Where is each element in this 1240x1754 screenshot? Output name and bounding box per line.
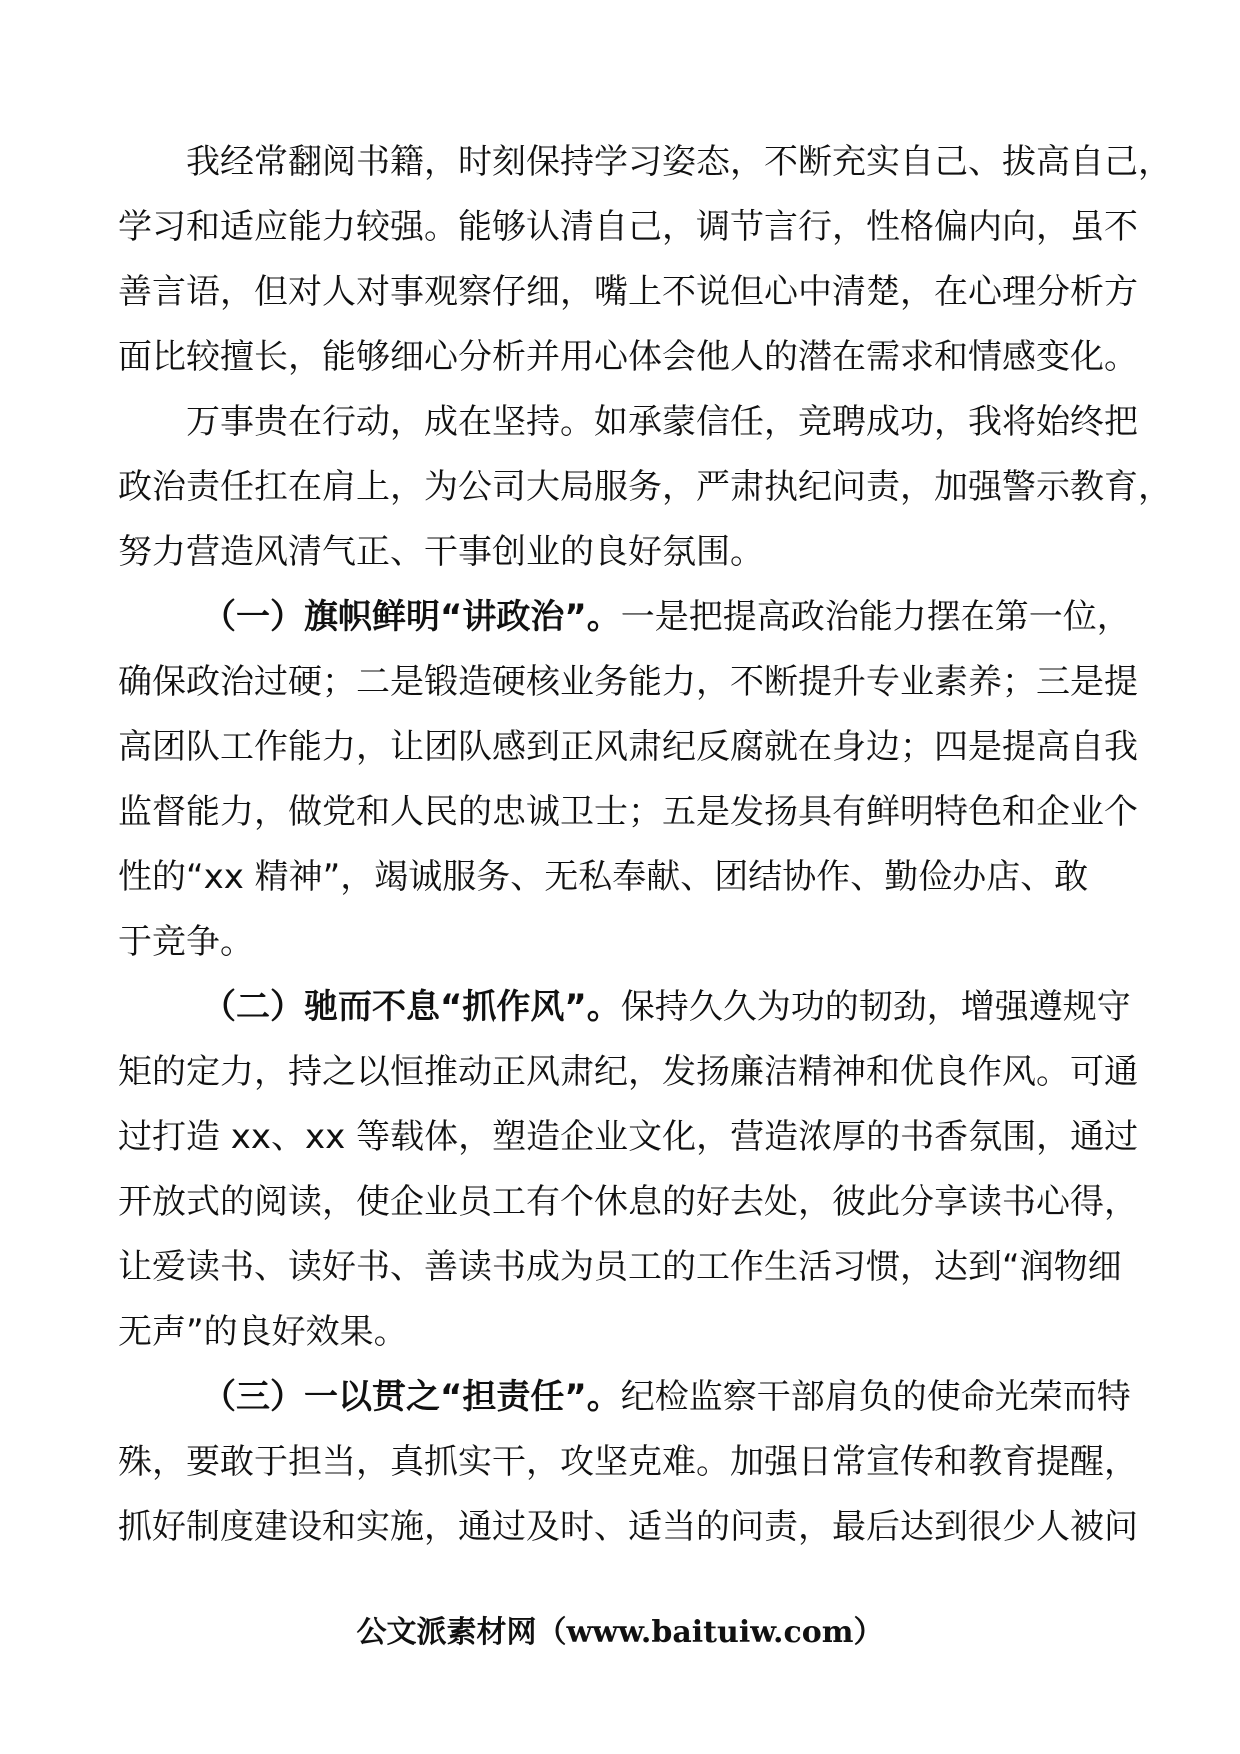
- footer-source: 公文派素材网（www.baituiw.com）: [356, 1615, 884, 1650]
- section-2-heading: （二）驰而不息“抓作风”。: [202, 987, 621, 1027]
- paragraph-1-line-3: 善言语，但对人对事观察仔细，嘴上不说但心中清楚，在心理分析方: [118, 272, 1138, 312]
- section-2-first-line: [118, 975, 1131, 1040]
- section-3-line-3: 抓好制度建设和实施，通过及时、适当的问责，最后达到很少人被问: [118, 1507, 1138, 1547]
- paragraph-2-line-3: 努力营造风清气正、干事创业的良好氛围。: [118, 532, 764, 572]
- section-1-text: 一是把提高政治能力摆在第一位，: [620, 597, 1131, 637]
- paragraph-1-line-2: 学习和适应能力较强。能够认清自己，调节言行，性格偏内向，虽不: [118, 207, 1138, 247]
- document-body: [118, 130, 1172, 1560]
- paragraph-1-line-1: 我经常翻阅书籍，时刻保持学习姿态，不断充实自己、拔高自己，: [186, 142, 1172, 182]
- section-1-heading: （一）旗帜鲜明“讲政治”。: [202, 597, 621, 637]
- section-2-line-5: 让爱读书、读好书、善读书成为员工的工作生活习惯，达到“润物细: [118, 1247, 1122, 1287]
- section-3-line-2: 殊，要敢于担当，真抓实干，攻坚克难。加强日常宣传和教育提醒，: [118, 1442, 1138, 1482]
- paragraph-2-line-2: 政治责任扛在肩上，为公司大局服务，严肃执纪问责，加强警示教育，: [118, 467, 1172, 507]
- section-1-line-6: 于竞争。: [118, 922, 254, 962]
- section-2-line-6: 无声”的良好效果。: [118, 1312, 408, 1352]
- section-1-line-5: 性的“xx 精神”，竭诚服务、无私奉献、团结协作、勤俭办店、敢: [118, 857, 1089, 897]
- section-1-line-3: 高团队工作能力，让团队感到正风肃纪反腐就在身边；四是提高自我: [118, 727, 1138, 767]
- section-2-line-2: 矩的定力，持之以恒推动正风肃纪，发扬廉洁精神和优良作风。可通: [118, 1052, 1138, 1092]
- section-1-line-2: 确保政治过硬；二是锻造硬核业务能力，不断提升专业素养；三是提: [118, 662, 1138, 702]
- section-3-first-line: [118, 1365, 1131, 1430]
- section-1-first-line: [118, 585, 1131, 650]
- paragraph-2-line-1: 万事贵在行动，成在坚持。如承蒙信任，竞聘成功，我将始终把: [186, 402, 1138, 442]
- paragraph-1-line-4: 面比较擅长，能够细心分析并用心体会他人的潜在需求和情感变化。: [118, 337, 1138, 377]
- section-2-text: 保持久久为功的韧劲，增强遵规守: [620, 987, 1131, 1027]
- section-3-text: 纪检监察干部肩负的使命光荣而特: [620, 1377, 1131, 1417]
- section-2-line-4: 开放式的阅读，使企业员工有个休息的好去处，彼此分享读书心得，: [118, 1182, 1138, 1222]
- section-3-heading: （三）一以贯之“担责任”。: [202, 1377, 621, 1417]
- section-1-line-4: 监督能力，做党和人民的忠诚卫士；五是发扬具有鲜明特色和企业个: [118, 792, 1138, 832]
- section-2-line-3: 过打造 xx、xx 等载体，塑造企业文化，营造浓厚的书香氛围，通过: [118, 1117, 1139, 1157]
